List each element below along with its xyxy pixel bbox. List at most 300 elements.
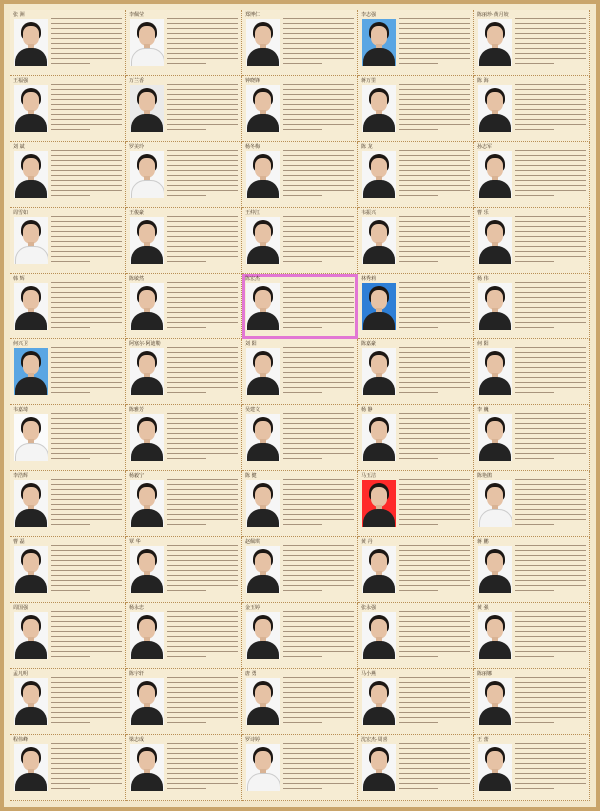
profile-card — [242, 10, 358, 76]
text-line — [167, 651, 238, 652]
text-line — [515, 702, 586, 703]
profile-description-lines — [283, 611, 354, 665]
text-line — [399, 519, 470, 520]
profile-photo — [14, 85, 48, 132]
profile-card — [474, 537, 590, 603]
text-line — [51, 352, 122, 353]
profile-description-lines — [51, 216, 122, 270]
profile-description-lines — [283, 216, 354, 270]
text-line — [515, 226, 586, 227]
profile-card — [358, 537, 474, 603]
text-line — [515, 524, 554, 525]
profile-name: 孟凡明 — [13, 670, 29, 677]
text-line — [515, 48, 586, 49]
text-line — [399, 692, 470, 693]
profile-photo — [246, 85, 280, 132]
text-line — [51, 692, 122, 693]
text-line — [399, 768, 470, 769]
torso-shape — [479, 443, 511, 461]
profile-description-lines — [51, 677, 122, 731]
text-line — [399, 175, 470, 176]
torso-shape — [15, 641, 47, 659]
face-shape — [23, 619, 39, 639]
text-line — [515, 129, 554, 130]
text-line — [283, 155, 354, 156]
text-line — [283, 327, 322, 328]
text-line — [515, 317, 586, 318]
text-line — [399, 129, 438, 130]
torso-shape — [15, 377, 47, 395]
profile-description-lines — [515, 216, 586, 270]
text-line — [283, 150, 354, 151]
text-line — [167, 783, 238, 784]
text-line — [399, 297, 470, 298]
torso-shape — [131, 509, 163, 527]
text-line — [51, 712, 122, 713]
text-line — [51, 773, 122, 774]
text-line — [167, 155, 238, 156]
text-line — [515, 63, 554, 64]
text-line — [167, 753, 238, 754]
profile-photo — [362, 678, 396, 725]
text-line — [167, 682, 238, 683]
text-line — [283, 246, 354, 247]
profile-name: 陈嘉豪 — [361, 341, 377, 348]
text-line — [167, 565, 238, 566]
text-line — [167, 748, 238, 749]
torso-shape — [479, 641, 511, 659]
profile-name: 周国强 — [13, 605, 29, 612]
profile-name: 吴建文 — [245, 407, 261, 414]
text-line — [399, 484, 470, 485]
text-line — [167, 519, 238, 520]
text-line — [515, 753, 586, 754]
face-shape — [255, 553, 271, 573]
text-line — [399, 621, 470, 622]
text-line — [399, 58, 470, 59]
profile-name: 何 阳 — [477, 341, 489, 348]
text-line — [51, 555, 122, 556]
profile-card — [358, 669, 474, 735]
torso-shape — [479, 48, 511, 66]
text-line — [167, 722, 206, 723]
text-line — [399, 428, 470, 429]
text-line — [515, 438, 586, 439]
text-line — [283, 287, 354, 288]
profile-name: 郑博仁 — [245, 12, 261, 18]
text-line — [399, 570, 470, 571]
profile-card — [474, 10, 590, 76]
text-line — [167, 773, 238, 774]
profile-photo — [130, 85, 164, 132]
text-line — [515, 382, 586, 383]
text-line — [167, 453, 238, 454]
text-line — [399, 170, 470, 171]
text-line — [399, 292, 470, 293]
text-line — [283, 392, 322, 393]
text-line — [51, 575, 122, 576]
text-line — [51, 33, 122, 34]
text-line — [167, 160, 238, 161]
torso-shape — [131, 48, 164, 66]
text-line — [51, 778, 122, 779]
text-line — [283, 636, 354, 637]
text-line — [515, 611, 586, 612]
text-line — [283, 28, 354, 29]
text-line — [515, 504, 586, 505]
text-line — [283, 221, 354, 222]
text-line — [51, 788, 90, 789]
text-line — [167, 23, 238, 24]
text-line — [51, 190, 122, 191]
text-line — [167, 717, 238, 718]
text-line — [167, 33, 238, 34]
text-line — [515, 687, 586, 688]
profile-name: 蒋万里 — [361, 77, 377, 84]
text-line — [283, 170, 354, 171]
text-line — [283, 347, 354, 348]
text-line — [515, 545, 586, 546]
text-line — [167, 484, 238, 485]
text-line — [399, 656, 438, 657]
text-line — [515, 519, 586, 520]
profile-name: 陈敏然 — [129, 275, 145, 282]
text-line — [167, 778, 238, 779]
profile-description-lines — [283, 282, 354, 336]
text-line — [51, 783, 122, 784]
profile-photo — [246, 19, 280, 66]
profile-photo — [362, 414, 396, 461]
text-line — [399, 575, 470, 576]
text-line — [515, 651, 586, 652]
text-line — [399, 555, 470, 556]
text-line — [399, 448, 470, 449]
text-line — [399, 119, 470, 120]
profile-name: 周雪如 — [13, 209, 29, 216]
torso-shape — [15, 180, 47, 198]
profile-card — [126, 669, 242, 735]
text-line — [283, 621, 354, 622]
profile-photo — [14, 744, 48, 791]
profile-photo — [130, 348, 164, 395]
text-line — [167, 347, 238, 348]
text-line — [167, 165, 238, 166]
text-line — [51, 18, 122, 19]
text-line — [283, 580, 354, 581]
profile-photo — [362, 348, 396, 395]
text-line — [515, 418, 586, 419]
text-line — [51, 423, 122, 424]
face-shape — [139, 355, 155, 375]
profile-card — [242, 274, 358, 340]
text-line — [399, 458, 438, 459]
text-line — [515, 428, 586, 429]
profile-card — [242, 142, 358, 208]
text-line — [283, 423, 354, 424]
profile-photo — [246, 744, 280, 791]
face-shape — [487, 92, 503, 112]
profile-card — [242, 669, 358, 735]
text-line — [399, 23, 470, 24]
profile-description-lines — [51, 347, 122, 401]
text-line — [51, 251, 122, 252]
text-line — [399, 712, 470, 713]
text-line — [283, 231, 354, 232]
profile-name: 罗诗婷 — [245, 736, 261, 743]
profile-description-lines — [283, 677, 354, 731]
text-line — [51, 155, 122, 156]
profile-photo — [14, 283, 48, 330]
face-shape — [371, 92, 387, 112]
profile-description-lines — [51, 413, 122, 467]
text-line — [167, 216, 238, 217]
profile-name: 王俊豪 — [129, 209, 145, 216]
text-line — [399, 63, 438, 64]
text-line — [283, 702, 354, 703]
text-line — [51, 43, 122, 44]
text-line — [515, 84, 586, 85]
profile-card — [474, 208, 590, 274]
text-line — [51, 160, 122, 161]
torso-shape — [131, 114, 163, 132]
text-line — [167, 499, 238, 500]
text-line — [399, 763, 470, 764]
text-line — [283, 53, 354, 54]
text-line — [399, 352, 470, 353]
text-line — [515, 712, 586, 713]
text-line — [283, 58, 354, 59]
text-line — [399, 28, 470, 29]
text-line — [515, 94, 586, 95]
profile-photo — [14, 546, 48, 593]
text-line — [399, 585, 470, 586]
face-shape — [371, 619, 387, 639]
torso-shape — [247, 114, 279, 132]
text-line — [515, 53, 586, 54]
text-line — [515, 768, 586, 769]
face-shape — [371, 487, 387, 507]
face-shape — [139, 619, 155, 639]
text-line — [283, 180, 354, 181]
profile-photo — [478, 612, 512, 659]
face-shape — [487, 290, 503, 310]
text-line — [51, 94, 122, 95]
profile-name: 韩 辉 — [13, 275, 25, 282]
text-line — [51, 175, 122, 176]
text-line — [515, 327, 554, 328]
face-shape — [23, 751, 39, 771]
text-line — [515, 175, 586, 176]
text-line — [167, 387, 238, 388]
profile-name: 李浩辉 — [13, 473, 29, 480]
text-line — [167, 545, 238, 546]
text-line — [51, 489, 122, 490]
text-line — [399, 38, 470, 39]
text-line — [515, 312, 586, 313]
torso-shape — [247, 773, 280, 791]
text-line — [51, 560, 122, 561]
text-line — [51, 302, 122, 303]
text-line — [167, 180, 238, 181]
text-line — [283, 18, 354, 19]
face-shape — [371, 224, 387, 244]
text-line — [399, 494, 470, 495]
text-line — [515, 565, 586, 566]
text-line — [399, 433, 470, 434]
text-line — [167, 560, 238, 561]
profile-name: 韦嘉琦 — [13, 407, 29, 414]
profile-description-lines — [167, 282, 238, 336]
text-line — [399, 155, 470, 156]
text-line — [51, 119, 122, 120]
profile-card — [10, 405, 126, 471]
text-line — [283, 109, 354, 110]
text-line — [51, 768, 122, 769]
text-line — [167, 327, 206, 328]
profile-photo — [246, 348, 280, 395]
text-line — [515, 697, 586, 698]
text-line — [515, 489, 586, 490]
text-line — [399, 160, 470, 161]
face-shape — [255, 158, 271, 178]
text-line — [51, 611, 122, 612]
face-shape — [487, 685, 503, 705]
text-line — [167, 626, 238, 627]
text-line — [515, 692, 586, 693]
profile-card — [358, 10, 474, 76]
text-line — [167, 418, 238, 419]
text-line — [283, 651, 354, 652]
text-line — [167, 438, 238, 439]
text-line — [167, 94, 238, 95]
profile-description-lines — [283, 743, 354, 797]
profile-card — [358, 208, 474, 274]
face-shape — [487, 619, 503, 639]
text-line — [399, 788, 438, 789]
text-line — [283, 758, 354, 759]
face-shape — [371, 290, 387, 310]
profile-name: 王福强 — [13, 77, 29, 84]
text-line — [51, 287, 122, 288]
text-line — [51, 382, 122, 383]
profile-description-lines — [283, 347, 354, 401]
profile-description-lines — [399, 611, 470, 665]
text-line — [167, 443, 238, 444]
torso-shape — [15, 443, 48, 461]
text-line — [51, 651, 122, 652]
text-line — [51, 109, 122, 110]
text-line — [51, 494, 122, 495]
text-line — [51, 722, 90, 723]
face-shape — [371, 26, 387, 46]
profile-card — [10, 735, 126, 801]
text-line — [283, 236, 354, 237]
face-shape — [23, 487, 39, 507]
text-line — [283, 575, 354, 576]
profile-description-lines — [283, 545, 354, 599]
text-line — [51, 129, 90, 130]
text-line — [51, 53, 122, 54]
profile-name: 钟晓锋 — [245, 77, 261, 84]
face-shape — [23, 553, 39, 573]
text-line — [399, 611, 470, 612]
text-line — [283, 104, 354, 105]
profile-card — [10, 76, 126, 142]
text-line — [167, 550, 238, 551]
profile-description-lines — [399, 216, 470, 270]
text-line — [167, 524, 206, 525]
text-line — [167, 712, 238, 713]
text-line — [515, 631, 586, 632]
text-line — [283, 372, 354, 373]
text-line — [399, 372, 470, 373]
torso-shape — [363, 48, 395, 66]
text-line — [399, 722, 438, 723]
profile-photo — [362, 612, 396, 659]
face-shape — [255, 224, 271, 244]
torso-shape — [247, 575, 279, 593]
profile-photo — [130, 19, 164, 66]
text-line — [515, 560, 586, 561]
text-line — [283, 428, 354, 429]
torso-shape — [479, 114, 511, 132]
profile-description-lines — [283, 413, 354, 467]
profile-card — [10, 339, 126, 405]
text-line — [515, 241, 586, 242]
text-line — [167, 641, 238, 642]
text-line — [167, 352, 238, 353]
text-line — [515, 302, 586, 303]
text-line — [167, 38, 238, 39]
text-line — [167, 372, 238, 373]
profile-name: 赵佩琪 — [245, 539, 261, 546]
text-line — [167, 585, 238, 586]
text-line — [51, 231, 122, 232]
torso-shape — [479, 773, 511, 791]
text-line — [515, 58, 586, 59]
profile-description-lines — [515, 18, 586, 72]
profile-photo — [246, 678, 280, 725]
text-line — [283, 114, 354, 115]
text-line — [51, 458, 90, 459]
profile-card — [10, 537, 126, 603]
text-line — [51, 282, 122, 283]
text-line — [515, 555, 586, 556]
profile-name: 曹 乐 — [477, 209, 489, 216]
text-line — [283, 590, 322, 591]
text-line — [283, 377, 354, 378]
text-line — [283, 448, 354, 449]
text-line — [51, 448, 122, 449]
text-line — [283, 458, 322, 459]
profile-photo — [130, 612, 164, 659]
text-line — [167, 150, 238, 151]
text-line — [167, 119, 238, 120]
face-shape — [139, 553, 155, 573]
profile-description-lines — [167, 677, 238, 731]
text-line — [283, 504, 354, 505]
text-line — [515, 377, 586, 378]
profile-card — [126, 208, 242, 274]
text-line — [515, 256, 586, 257]
profile-description-lines — [515, 545, 586, 599]
text-line — [283, 494, 354, 495]
text-line — [167, 63, 206, 64]
torso-shape — [247, 180, 279, 198]
text-line — [515, 748, 586, 749]
text-line — [51, 580, 122, 581]
text-line — [515, 763, 586, 764]
